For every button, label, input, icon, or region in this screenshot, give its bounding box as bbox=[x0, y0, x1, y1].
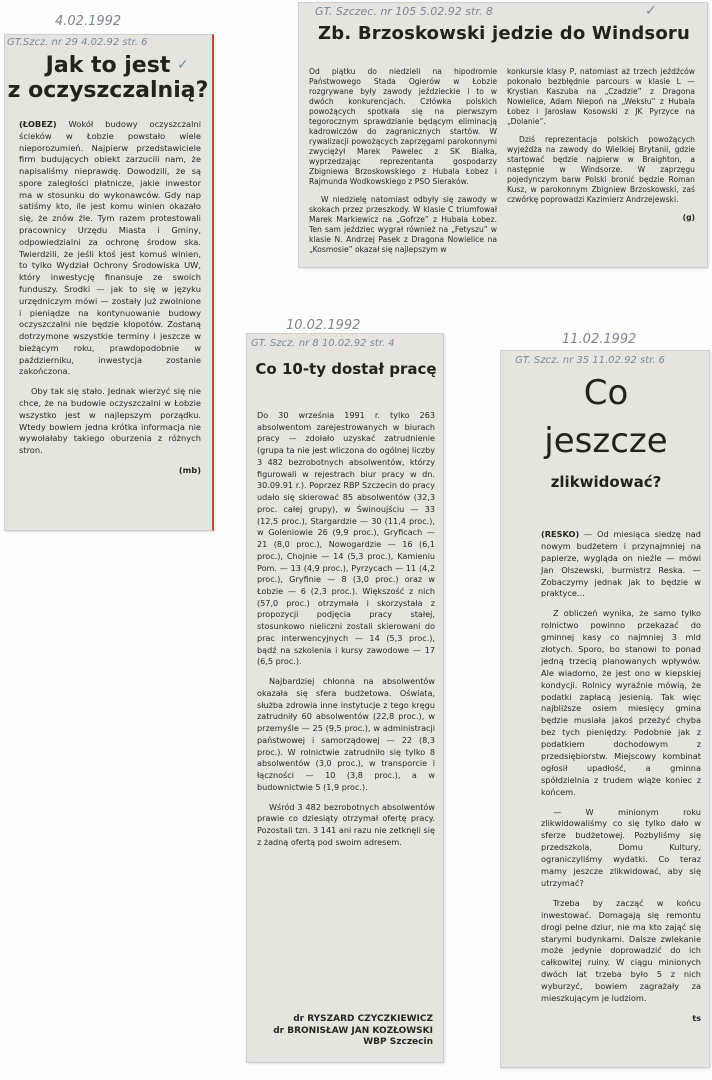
author-signature bbox=[273, 1014, 433, 1049]
article-body bbox=[309, 67, 695, 263]
article-body bbox=[257, 410, 435, 856]
handwritten-date: 10.02.1992 bbox=[286, 318, 361, 333]
article-title: Zb. Brzoskowski jedzie do Windsoru bbox=[318, 23, 690, 44]
clipping-source-note: GT. Szcz. nr 35 11.02.92 str. 6 bbox=[515, 355, 666, 366]
paragraph: Do 30 września 1991 r. tylko 263 absolwentom zarejestrowanych w biurach pracy — zdołało uzyskać zatrudnienie (grupa ta nie jest wliczona do ogólnej liczby 3 482 bezrobotnych absolwentów, którzy figurowali w rejestrach biur pracy w dn. 30.09.91 r.). Poprzez RBP Szczecin do pracy udało się skierować 85 absolwentów (32,3 proc. całej grupy), w Świnoujściu — 33 (12,5 proc.), Stargardzie — 30 (11,4 proc.), w Goleniowie 26 (9,9 proc.), Gryficach — 21 (8,0 proc.), Nowogardzie — 16 (6,1 proc.), Chojnie — 14 (5,3 proc.), Kamieniu Pom. — 13 (4,9 proc.), Pyrzycach — 11 (4,2 proc.), Gryfinie — 8 (3,0 proc.) oraz w Łobzie — 6 (2,3 proc.). Większość z nich (57,0 proc.) otrzymała i skorzystała z propozycji podjęcia pracy stałej, stosunkowo nieliczni zostali skierowani do prac interwencyjnych — 14 (5,3 proc.), bądź na szkolenia i kursy zawodowe — 17 (6,5 proc.). bbox=[257, 410, 435, 667]
article-title bbox=[501, 373, 710, 491]
clipping-co-jeszcze bbox=[500, 350, 710, 1068]
paragraph: Najbardziej chłonna na absolwentów okazała się sfera budżetowa. Oświata, służba zdrowia inne instytucje z tego kręgu zatrudniły 60 absolwentów (22,8 proc.), w przemyśle — 25 (9,5 proc.), w administracji państwowej i samorządowej — 22 (8,3 proc.). W rolnictwie zatrudniło się tylko 8 absolwentów (3,0 proc.), w transporcie i łączności — 10 (3,8 proc.), a w budownictwie 5 (1,9 proc.). bbox=[257, 676, 435, 792]
place-tag: (ŁOBEZ) bbox=[19, 119, 57, 129]
article-title: Co 10-ty dostał pracę bbox=[255, 360, 437, 378]
paragraph: Dziś reprezentacja polskich powożących wyjeżdża na zawody do Wielkiej Brytanii, gdzie startować będzie najpierw w Braighton, a następnie w Windsorze. W zaprzęgu pojedynczym barw Polski bronić będzie Roman Kusz, w parokonnym Zbigniew Brzoskowski, zaś czwórkę poprowadzi Kazimierz Andrzejewski. bbox=[507, 135, 695, 205]
paragraph: Z obliczeń wynika, że samo tylko rolnictwo powinno przekazać do gminnej kasy co najmniej 3 mld złotych. Sporo, bo stanowi to ponad jedną trzecią planowanych wpływów. Ale wiadomo, że jest ono w kiepskiej kondycji. Rolnicy wyraźnie mówią, że podatki zapłacą jesienią. Tak więc najbliższe osiem miesięcy gmina będzie musiała jakoś przeżyć chyba bez tych pieniędzy. Podobnie jak z podatkiem dochodowym z przedsiębiorstw. Miejscowy kombinat ogłosił upadłość, a gminna spółdzielnia z trudem wiąże koniec z końcem. bbox=[541, 608, 701, 797]
clipping-source-note: GT. Szcz. nr 8 10.02.92 str. 4 bbox=[251, 338, 395, 349]
paragraph: Wśród 3 482 bezrobotnych absolwentów prawie co dziesiąty otrzymał ofertę pracy. Pozostali tzn. 3 141 ani razu nie zetknęli się z żadną ofertą pod swoim adresem. bbox=[257, 801, 435, 847]
paragraph: — Od miesiąca siedzę nad nowym budżetem i przynajmniej na papierze, wygląda on nieźle — mówi Jan Olszewski, burmistrz Reska. — Zobaczymy jednak jak to będzie w praktyce... bbox=[541, 529, 701, 599]
author-name: dr BRONISŁAW JAN KOZŁOWSKI bbox=[273, 1025, 433, 1036]
title-line-1: Jak to jest bbox=[45, 53, 171, 78]
paragraph: Trzeba by zacząć w końcu inwestować. Domagają się remontu drogi pełne dziur, nie ma kto zająć się starymi budynkami. Dalsze zwlekanie może jedynie doprowadzić do ich całkowitej ruiny. W ciągu minionych dwóch lat trzeba było 5 z nich wyburzyć, bowiem zagrażały za mieszkującym je ludziom. bbox=[541, 897, 701, 1003]
article-title bbox=[5, 53, 211, 104]
clipping-co-10-ty bbox=[246, 333, 444, 1063]
title-line-3: zlikwidować? bbox=[550, 473, 662, 492]
clipping-oczyszczalnia bbox=[4, 34, 214, 531]
check-mark-icon: ✓ bbox=[177, 57, 189, 73]
clipping-source-note: GT.Szcz. nr 29 4.02.92 str. 6 bbox=[7, 37, 148, 48]
article-column-2 bbox=[507, 67, 695, 263]
paragraph: Oby tak się stało. Jednak wierzyć się nie chce, że na budowie oczyszczalni w Łobzie wszystko jest w najlepszym porządku. Wtedy bowiem jedna krótka informacja nie wywołałaby takiego oburzenia z różnych stron. bbox=[19, 386, 201, 456]
clipping-source-note: GT. Szczec. nr 105 5.02.92 str. 8 bbox=[315, 5, 493, 18]
paragraph: konkursie klasy P, natomiast aż trzech jeźdźców pokonało bezbłędnie parcours w klasie L — Krystian Kaszuba na „Czadzie” z Dragona Nowielice, Adam Niepoń na „Weksłu” z Hubala Łobez i Jarosław Kosowski z JK Pyrzyce na „Dolanie”. bbox=[507, 67, 695, 127]
author-signature: (mb) bbox=[178, 464, 201, 475]
author-name: dr RYSZARD CZYCZKIEWICZ bbox=[293, 1014, 433, 1024]
handwritten-date: 4.02.1992 bbox=[55, 14, 122, 29]
place-tag: (RESKO) bbox=[541, 529, 580, 539]
author-affiliation: WBP Szczecin bbox=[363, 1037, 433, 1048]
author-signature: (g) bbox=[682, 213, 695, 223]
clipping-brzoskowski bbox=[298, 2, 708, 268]
paragraph: Wokół budowy oczyszczalni ścieków w Łobzie powstało wiele nieporozumień. Najpierw przedstawiciele firm budujących obiekt zarzucili nam, że napisaliśmy nieprawdę. Dowodzili, że są spore zaległości płatnicze, jakie inwestor ma w stosunku do wykonawców. Gdy nap satiśmy kto, ile jest komu winien okazało się, że znów źle. Tym razem protestowali pracownicy Urzędu Miasta i Gminy, odpowiedzialni za ochronę środow ska. Twierdzili, że jeśli ktoś jest komuś winien, to tylko Wydział Ochrony Środowiska UW, który inwestycję finansuje ze swoich funduszy. Środki — jak to się w języku urzędniczym mówi — zostały już zwolnione i pieniądze na kontynuowanie budowy oczyszczalni nie będzie kłopotów. Zostaną dotrzymone wszystkie terminy i jeszcze w bieżącym roku, prawdopodobnie w październiku, inwestycja zostanie zakończona. bbox=[19, 119, 201, 377]
check-mark-icon: ✓ bbox=[645, 3, 657, 19]
title-line-1: Co bbox=[583, 373, 629, 413]
paragraph: Od piątku do niedzieli na hipodromie Państwowego Stada Ogierów w Łobzie rozgrywane były zawody jeździeckie i to w dwóch konkurencjach. Człówka polskich powożących spotkała się na pierwszym tegorocznym sprawdzianie będącym eliminacją kadrowiczów do zagranicznych startów. W rywalizacji powożących zaprzęgami parokonnymi zwyciężył Marek Pawelec z SK Białka, wyprzedzając reprezentanta gospodarzy Zbigniewa Brzoskowskiego z Hubala Łobez i Rajmunda Wodkowskiego z PSO Sieraków. bbox=[309, 67, 497, 187]
handwritten-date: 11.02.1992 bbox=[562, 332, 637, 347]
paragraph: W niedzielę natomiast odbyły się zawody w skokach przez przeszkody. W klasie C triumfował Marek Markiewicz na „Gofrze” z Hubala Łobez. Ten sam jeździec wygrał również na „Fetyszu” w klasie N. Andrzej Pasek z Dragona Nowielice na „Kosmosie” okazał się najlepszym w bbox=[309, 195, 497, 255]
title-line-2: jeszcze bbox=[544, 420, 668, 461]
article-body bbox=[19, 119, 201, 477]
author-signature: ts bbox=[692, 1012, 701, 1023]
title-line-2: z oczyszczalnią? bbox=[7, 78, 209, 104]
article-column-1 bbox=[309, 67, 497, 263]
paragraph: — W minionym roku zlikwidowaliśmy co się tylko dało w sferze budżetowej. Pozbyliśmy się przedszkola, Domu Kultury, ograniczyliśmy wydatki. Co teraz mamy jeszcze zlikwidować, aby się utrzymać? bbox=[541, 806, 701, 888]
article-body bbox=[541, 529, 701, 1025]
